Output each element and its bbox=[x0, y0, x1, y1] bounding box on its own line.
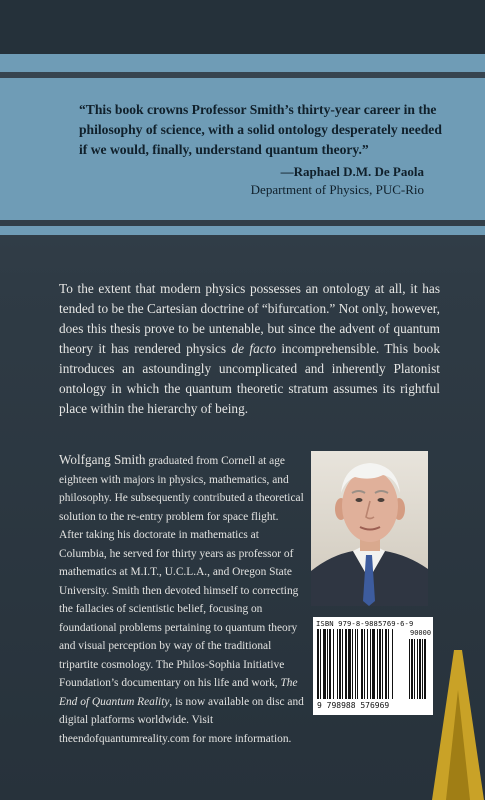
film-title: The End of Quantum Reality bbox=[59, 677, 298, 708]
isbn-label: ISBN 979-8-9885769-6-9 bbox=[316, 619, 414, 628]
description-emphasis: de facto bbox=[231, 341, 276, 356]
publisher-arrow-mark bbox=[424, 650, 485, 800]
accent-stripe-top bbox=[0, 54, 485, 72]
endorsement-quote: “This book crowns Professor Smith’s thirty-year career in the philosophy of science, with a solid ontology desperately needed if we would, finally, understand quantum theory.” bbox=[79, 102, 442, 157]
description-text-continued: incomprehensible. This book introduces an astoundingly uncomplicated and inherently Platonist ontology in which the quantum theoretic stratum assumes its rightful place within the hierarchy of being. bbox=[59, 341, 440, 416]
bio-text-continued: , is now available on disc and digital platforms worldwide. Visit theendofquantumreality.com for more information. bbox=[59, 695, 304, 745]
top-band bbox=[0, 0, 485, 54]
quote-author: —Raphael D.M. De Paola bbox=[280, 164, 424, 179]
barcode-number: 9 798988 576969 bbox=[317, 701, 390, 710]
author-name: Wolfgang Smith bbox=[59, 452, 146, 467]
accent-stripe-bottom bbox=[0, 226, 485, 235]
barcode-bars bbox=[317, 629, 432, 701]
book-description bbox=[59, 279, 440, 419]
bio-text: graduated from Cornell at age eighteen with majors in physics, mathematics, and philosophy. He subsequently contributed a theoretical solution to the re-entry problem for space flight. After taking his doctorate in mathematics at Columbia, he served for thirty years as professor of mathematics at M.I.T., U.C.L.A., and Oregon State University. Smith then devoted himself to correcting the fallacies of scientistic belief, focusing on foundational problems pertaining to quantum theory and visual perception by way of the traditional tripartite cosmology. The Philos-Sophia Initiative Foundation’s documentary on his life and work, bbox=[59, 455, 304, 689]
description-text: To the extent that modern physics possesses an ontology at all, it has tended to be the Cartesian doctrine of “bifurcation.” Not only, however, does this thesis prove to be untenable, but since the advent of quantum theory it has rendered physics bbox=[59, 281, 440, 356]
author-bio bbox=[59, 451, 304, 748]
author-portrait-image bbox=[311, 451, 428, 606]
quote-affiliation: Department of Physics, PUC-Rio bbox=[250, 182, 424, 197]
barcode-addon: 90000 bbox=[410, 629, 432, 637]
isbn-barcode bbox=[313, 617, 433, 715]
author-photo bbox=[311, 451, 428, 606]
